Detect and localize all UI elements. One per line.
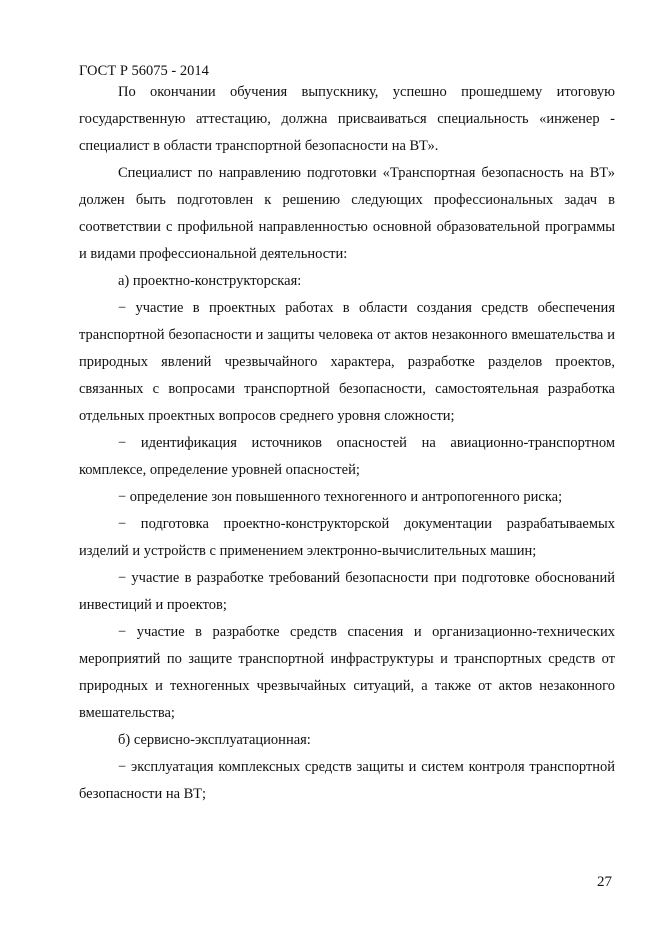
paragraph-graduation-qualification: По окончании обучения выпускнику, успешно прошедшему итоговую государственную аттестацию, должна присваиваться специальность «инженер - специалист в области транспортной безопасности на ВТ». [79, 84, 615, 154]
document-header-code: ГОСТ Р 56075 - 2014 [79, 63, 209, 79]
page-number: 27 [597, 874, 612, 890]
document-body [79, 79, 615, 808]
list-item-design-documentation: − подготовка проектно-конструкторской документации разрабатываемых изделий и устройств с применением электронно-вычислительных машин; [79, 516, 615, 559]
section-heading-service: б) сервисно-эксплуатационная: [118, 732, 311, 748]
list-item-rescue-measures: − участие в разработке средств спасения и организационно-технических мероприятий по защите транспортной инфраструктуры и транспортных средств от природных и техногенных чрезвычайных ситуаций, а также от актов незаконного вмешательства; [79, 624, 615, 721]
list-item-safety-requirements: − участие в разработке требований безопасности при подготовке обоснований инвестиций и проектов; [79, 570, 615, 613]
section-heading-design: а) проектно-конструкторская: [118, 273, 302, 289]
list-item-risk-zones: − определение зон повышенного техногенного и антропогенного риска; [118, 489, 563, 505]
list-item-design-participation: − участие в проектных работах в области создания средств обеспечения транспортной безопасности и защиты человека от актов незаконного вмешательства и природных явлений чрезвычайного характера, разработке разделов проектов, связанных с вопросами транспортной безопасности, самостоятельная разработка отдельных проектных вопросов среднего уровня сложности; [79, 300, 615, 424]
list-item-hazard-identification: − идентификация источников опасностей на авиационно-транспортном комплексе, определение уровней опасностей; [79, 435, 615, 478]
paragraph-specialist-tasks-intro: Специалист по направлению подготовки «Транспортная безопасность на ВТ» должен быть подготовлен к решению следующих профессиональных задач в соответствии с профильной направленностью основной образовательной программы и видами профессиональной деятельности: [79, 165, 615, 262]
list-item-protection-operation: − эксплуатация комплексных средств защиты и систем контроля транспортной безопасности на ВТ; [79, 759, 615, 802]
